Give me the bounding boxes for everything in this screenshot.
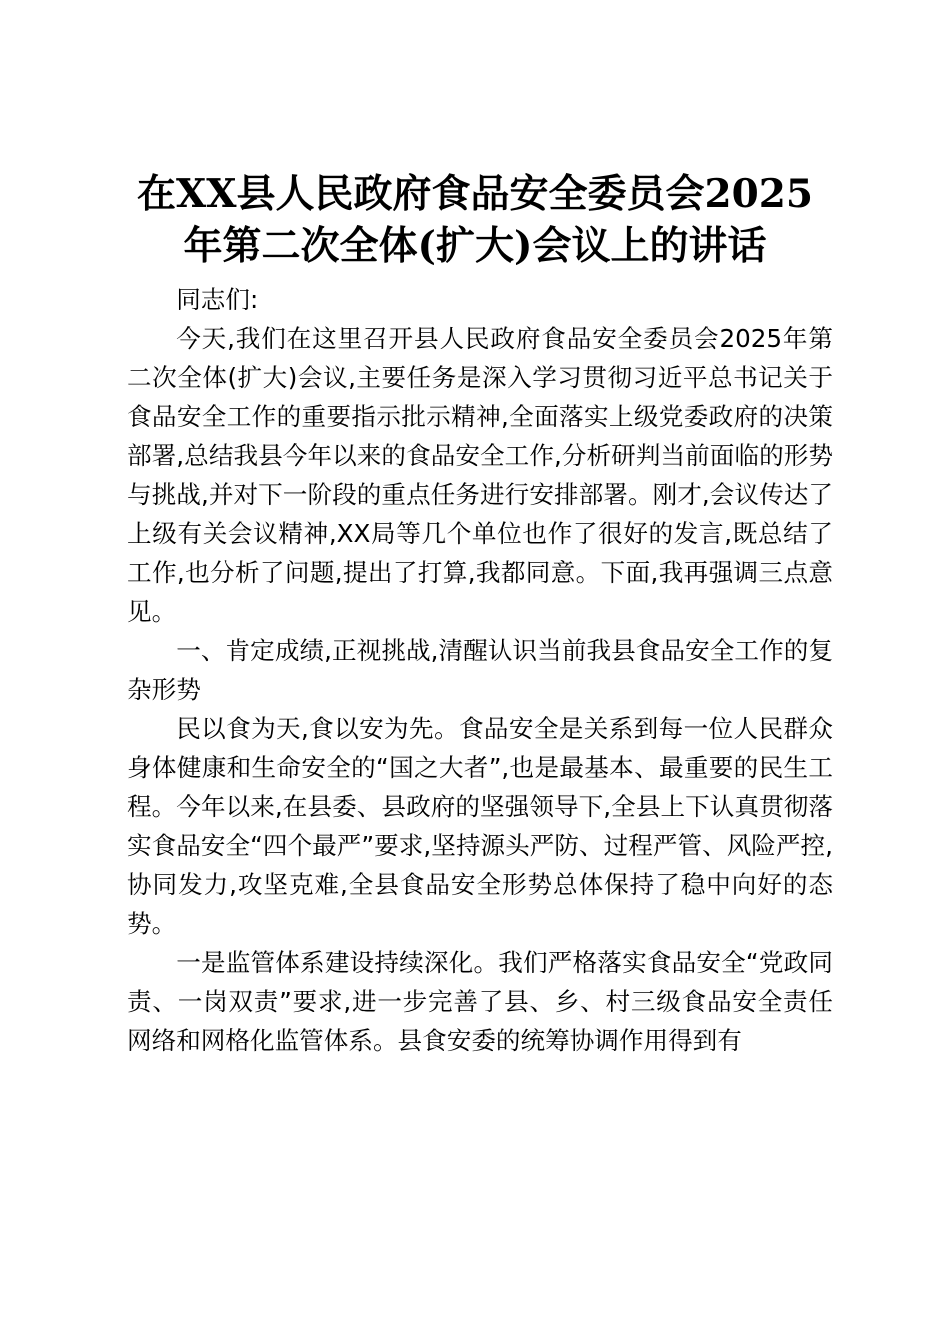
paragraph-situation: 民以食为天,食以安为先。食品安全是关系到每一位人民群众身体健康和生命安全的“国之大者”,也是最基本、最重要的民生工程。今年以来,在县委、县政府的坚强领导下,全县上下认真贯彻落实食品安全“四个最严”要求,坚持源头严防、过程严管、风险严控,协同发力,攻坚克难,全县食品安全形势总体保持了稳中向好的态势。 xyxy=(127,714,833,938)
paragraph-point-1: 一是监管体系建设持续深化。我们严格落实食品安全“党政同责、一岗双责”要求,进一步完善了县、乡、村三级食品安全责任网络和网格化监管体系。县食安委的统筹协调作用得到有 xyxy=(127,948,833,1055)
section-heading-1: 一、肯定成绩,正视挑战,清醒认识当前我县食品安全工作的复杂形势 xyxy=(127,636,833,704)
title-line-2: 年第二次全体(扩大)会议上的讲话 xyxy=(183,223,767,269)
document-title xyxy=(110,168,840,272)
document-body xyxy=(127,280,833,1060)
paragraph-intro: 今天,我们在这里召开县人民政府食品安全委员会2025年第二次全体(扩大)会议,主要任务是深入学习贯彻习近平总书记关于食品安全工作的重要指示批示精神,全面落实上级党委政府的决策部署,总结我县今年以来的食品安全工作,分析研判当前面临的形势与挑战,并对下一阶段的重点任务进行安排部署。刚才,会议传达了上级有关会议精神,XX局等几个单位也作了很好的发言,既总结了工作,也分析了问题,提出了打算,我都同意。下面,我再强调三点意见。 xyxy=(127,324,833,626)
title-line-1: 在XX县人民政府食品安全委员会2025 xyxy=(136,171,814,217)
salutation: 同志们: xyxy=(176,285,259,314)
